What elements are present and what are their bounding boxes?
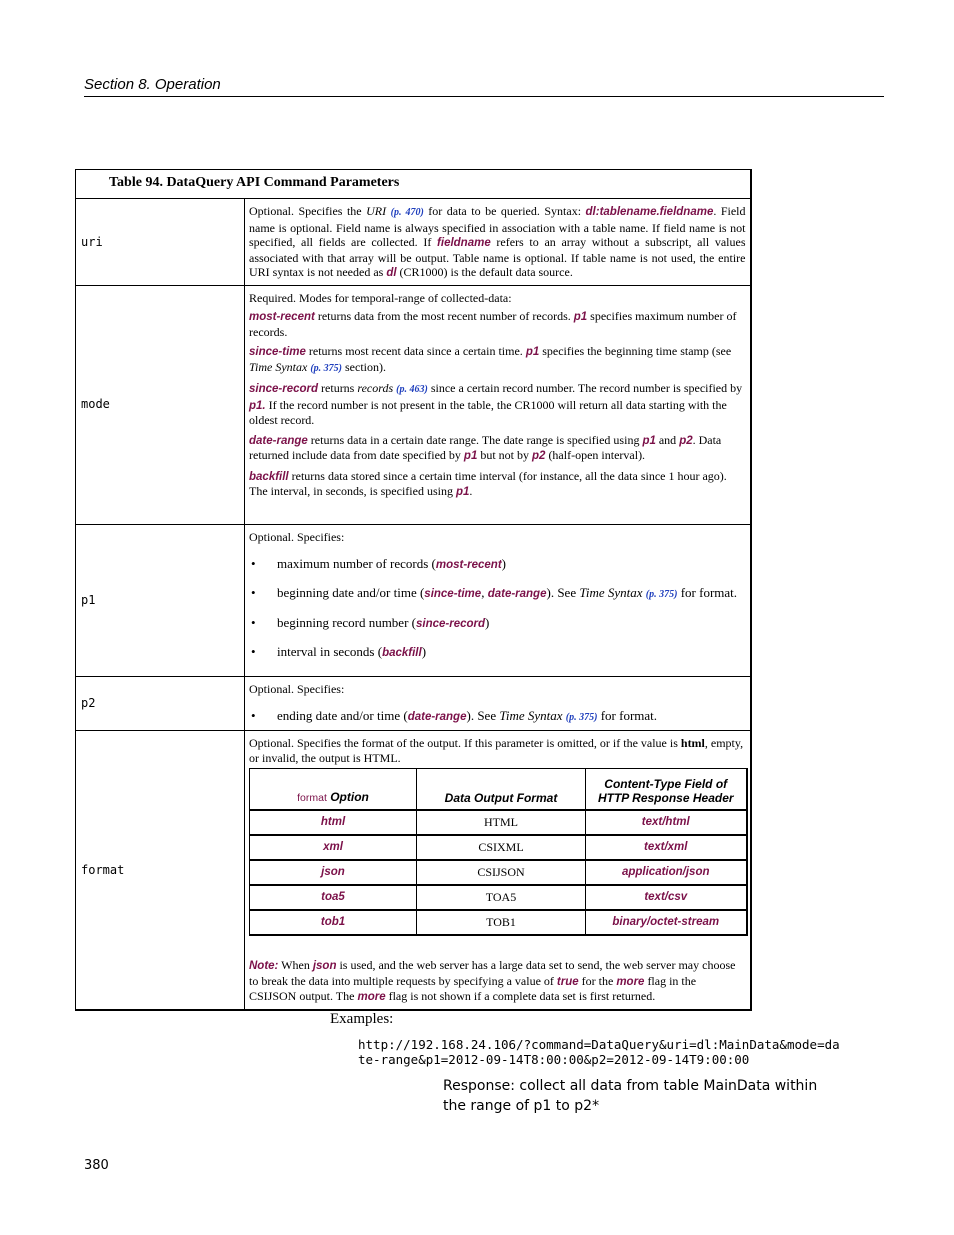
param-desc-p2: Optional. Specifies: • ending date and/or time (date-range). See Time Syntax (p. 375) for format. — [245, 676, 751, 731]
page-ref-link[interactable]: (p. 375) — [645, 589, 678, 600]
param-name-format: format — [76, 731, 245, 1010]
section-header: Section 8. Operation — [84, 76, 221, 93]
list-item: • maximum number of records (most-recent) — [249, 556, 746, 573]
page-number: 380 — [84, 1158, 109, 1173]
table-row — [76, 285, 751, 524]
parameters-table — [75, 169, 752, 1011]
format-col-option: format Option — [250, 769, 417, 811]
param-desc-mode: Required. Modes for temporal-range of collected-data: most-recent returns data from the most recent number of records. p1 specifies maximum number of records. since-time returns most recent data since a certain time. p1 specifies the beginning time stamp (see Time Syntax (p. 375) section). since-record returns records (p. 463) since a certain record number. The record number is specified by p1. If the record number is not present in the table, the CR1000 will return all data starting with the oldest record. date-range returns data in a certain date range. The date range is specified using p1 and p2. Data returned include data from date specified by p1 but not by p2 (half-open interval). backfill returns data stored since a certain time interval (for instance, all the data since 1 hour ago). The interval, in seconds, is specified using p1. — [245, 285, 751, 524]
page-ref-link[interactable]: (p. 375) — [310, 362, 342, 374]
page-ref-link[interactable]: (p. 470) — [390, 207, 424, 218]
table-row: html HTML text/html — [250, 810, 747, 835]
header-rule — [84, 96, 884, 97]
list-item: • beginning date and/or time (since-time, date-range). See Time Syntax (p. 375) for format. — [249, 585, 746, 603]
table-row — [76, 731, 751, 1010]
param-desc-uri: Optional. Specifies the URI (p. 470) for data to be queried. Syntax: dl:tablename.fieldname. Field name is optional. Field name is always specified in association with a table name. If field name is not specified, all fields are collected. If fieldname refers to an array without a subscript, all values associated with that array will be output. Table name is optional. If table name is not used, the entire URI syntax is not needed as dl (CR1000) is the default data source. — [245, 199, 751, 286]
example-url[interactable]: http://192.168.24.106/?command=DataQuery&uri=dl:MainData&mode=da te-range&p1=2012-09-14T8:00:00&p2=2012-09-14T9:00:00 — [358, 1037, 840, 1067]
format-col-content-type: Content-Type Field of HTTP Response Header — [586, 769, 747, 811]
param-name-uri: uri — [76, 199, 245, 286]
format-col-output: Data Output Format — [417, 769, 586, 811]
table-row: toa5 TOA5 text/csv — [250, 885, 747, 910]
param-name-p2: p2 — [76, 676, 245, 731]
param-name-p1: p1 — [76, 524, 245, 676]
table-row — [76, 676, 751, 731]
table-row: tob1 TOB1 binary/octet-stream — [250, 910, 747, 935]
table-row: json CSIJSON application/json — [250, 860, 747, 885]
table-row: xml CSIXML text/xml — [250, 835, 747, 860]
list-item: • beginning record number (since-record) — [249, 615, 746, 632]
table-row — [76, 199, 751, 286]
param-desc-p1: Optional. Specifies: • maximum number of records (most-recent) • beginning date and/or time (since-time, date-range). See Time Syntax (p. 375) for format. • beginning record number (since-record) • interval in seconds (backfill) — [245, 524, 751, 676]
example-response: Response: collect all data from table MainData within the range of p1 to p2* — [443, 1078, 818, 1114]
page-ref-link[interactable]: (p. 463) — [396, 384, 428, 395]
page-ref-link[interactable]: (p. 375) — [565, 712, 598, 723]
param-desc-format: Optional. Specifies the format of the output. If this parameter is omitted, or if the value is html, empty, or invalid, the output is HTML. format Option Data Output Format Content-Type Field of HTTP Response Header html HTML text/html xml CSIXML text/xml json CSIJSON application/json toa5 TOA5 text/csv tob1 TOB1 binary/octet-stream Note: When json is used, and the web server has a large data set to send, the web server may choose to break the data into multiple requests by specifying a value of true for the more flag in the CSIJSON output. The more flag is not shown if a complete data set is first returned. — [245, 731, 751, 1010]
list-item: • ending date and/or time (date-range). See Time Syntax (p. 375) for format. — [249, 708, 746, 726]
table-row — [76, 524, 751, 676]
format-note: Note: When json is used, and the web server has a large data set to send, the web server may choose to break the data into multiple requests by specifying a value of true for the more flag in the CSIJSON output. The more flag is not shown if a complete data set is first returned. — [249, 958, 736, 1003]
table-title: Table 94. DataQuery API Command Parameters — [76, 170, 751, 199]
examples-label: Examples: — [330, 1011, 394, 1027]
list-item: • interval in seconds (backfill) — [249, 644, 746, 661]
format-options-table — [249, 768, 748, 936]
param-name-mode: mode — [76, 285, 245, 524]
